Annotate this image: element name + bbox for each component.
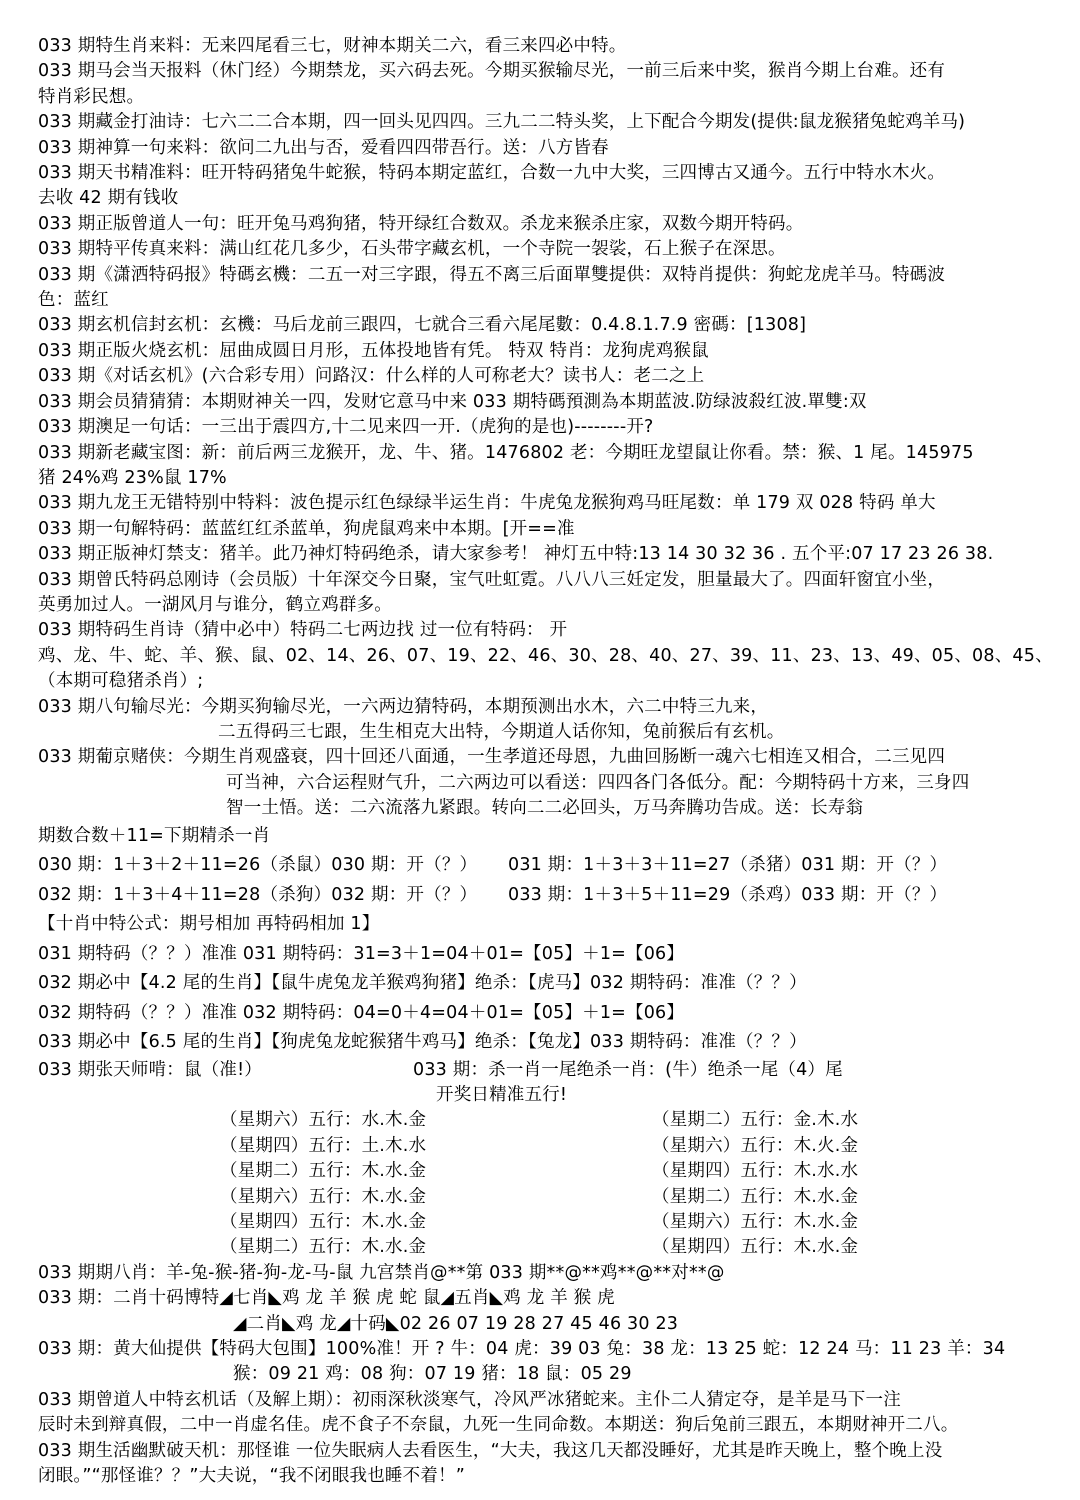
text-row: [38, 1058, 1062, 1083]
text-line: 色：蓝红: [38, 290, 109, 311]
text-line: 033 期正版火烧玄机：屈曲成圆日月形，五体投地皆有凭。 特双 特肖：龙狗虎鸡猴鼠: [38, 340, 709, 361]
wuxing-cell: （星期四）五行：木.水.金: [220, 1212, 427, 1233]
wuxing-row: [38, 1134, 1062, 1159]
text-line: 英勇加过人。一湖风月与谁分，鹤立鸡群多。: [38, 594, 392, 615]
text-line: 鸡、龙、牛、蛇、羊、猴、鼠、02、14、26、07、19、22、46、30、28、40、27、39、11、23、13、49、05、08、45、: [38, 645, 1053, 666]
text-line: ◢二肖◣鸡 龙◢十码◣02 26 07 19 28 27 45 46 30 23: [233, 1313, 679, 1334]
wuxing-row: [38, 1185, 1062, 1210]
wuxing-cell: （星期四）五行：木.水.水: [652, 1161, 859, 1182]
text-line: 033 期：二肖十码博特◢七肖◣鸡 龙 羊 猴 虎 蛇 鼠◢五肖◣鸡 龙 羊 猴 虎: [38, 1288, 615, 1309]
formula-cell: 033 期：1＋3＋5＋11=29（杀鸡）033 期：开（？）: [508, 884, 948, 905]
text-line: 033 期曾氏特码总刚诗（会员版）十年深交今日聚，宝气吐虹霓。八八八三妊定发，胆量最大了。四面轩窗宜小坐，: [38, 569, 946, 590]
text-line: 033 期正版曾道人一句：旺开兔马鸡狗猪，特开绿红合数双。杀龙来猴杀庄家，双数今期开特码。: [38, 213, 804, 234]
text-line: 可当神，六合运程财气升，二六两边可以看送：四四各门各低分。配：今期特码十方来，三身四: [226, 772, 970, 793]
wuxing-cell: （星期六）五行：木.水.金: [220, 1186, 427, 1207]
text-line: 猪 24%鸡 23%鼠 17%: [38, 467, 227, 488]
text-line: 033 期《潇洒特码报》特碼玄機：二五一对三字跟，得五不离三后面單雙提供：双特肖提供：狗蛇龙虎羊马。特碼波: [38, 264, 946, 285]
wuxing-title: 开奖日精准五行!: [436, 1085, 568, 1105]
text-line: 033 期天书精准料：旺开特码猪兔牛蛇猴，特码本期定蓝红，合数一九中大奖，三四博古又通今。五行中特水木火。: [38, 163, 946, 184]
text-line: 033 期葡京赌侠：今期生肖观盛衰，四十回还八面通，一生孝道还母恩，九曲回肠断一魂六七相连又相合，二三见四: [38, 747, 946, 768]
text-line: 033 期八句输尽光：今期买狗输尽光，一六两边猜特码，本期预测出水木，六二中特三九来，: [38, 696, 769, 717]
text-line: 033 期藏金打油诗：七六二二合本期，四一回头见四四。三九二二特头奖，上下配合今期发(提供:鼠龙猴猪兔蛇鸡羊马): [38, 112, 966, 133]
wuxing-cell: （星期六）五行：木.水.金: [652, 1212, 859, 1233]
text-line: 去收 42 期有钱收: [38, 188, 179, 209]
text-line: 辰时未到辩真假，二中一肖虚名佳。虎不食子不奈鼠，九死一生同命数。本期送：狗后兔前三跟五，本期财神开二八。: [38, 1415, 959, 1436]
text-line: 【十肖中特公式：期号相加 再特码相加 1】: [38, 914, 380, 935]
text-line: 033 期特码生肖诗（猜中必中）特码二七两边找 过一位有特码： 开: [38, 620, 568, 641]
text-cell: 033 期张天师啃：鼠（准!）: [38, 1059, 262, 1080]
text-line: 033 期特生肖来料：无来四尾看三七，财神本期关二六，看三来四必中特。: [38, 36, 627, 56]
wuxing-cell: （星期二）五行：木.水.金: [652, 1186, 859, 1207]
wuxing-row: [38, 1235, 1062, 1260]
wuxing-cell: （星期六）五行：水.木.金: [220, 1110, 427, 1131]
text-line: 033 期正版神灯禁支：猪羊。此乃神灯特码绝杀，请大家参考！ 神灯五中特:13 14 30 32 36 . 五个平:07 17 23 26 38.: [38, 544, 994, 565]
wuxing-cell: （星期二）五行：金.木.水: [652, 1110, 859, 1131]
text-line: 033 期必中【6.5 尾的生肖】【狗虎兔龙蛇猴猪牛鸡马】绝杀：【兔龙】033 期特码：准准（？？）: [38, 1032, 807, 1053]
text-line: 031 期特码（？？）准准 031 期特码：31=3＋1=04＋01=【05】＋1=【06】: [38, 943, 685, 964]
wuxing-row: [38, 1210, 1062, 1235]
wuxing-cell: （星期四）五行：土.木.水: [220, 1135, 427, 1156]
text-cell: 033 期：杀一肖一尾绝杀一肖：(牛）绝杀一尾（4）尾: [413, 1059, 843, 1080]
text-line: 032 期必中【4.2 尾的生肖】【鼠牛虎兔龙羊猴鸡狗猪】绝杀：【虎马】032 期特码：准准（？？）: [38, 973, 807, 994]
text-line: 二五得码三七跟，生生相克大出特，今期道人话你知，兔前猴后有玄机。: [218, 721, 785, 742]
wuxing-cell: （星期二）五行：木.水.金: [220, 1237, 427, 1258]
text-line: 033 期生活幽默破天机：那怪谁 一位失眠病人去看医生，“大夫，我这几天都没睡好，尤其是昨天晚上，整个晚上没: [38, 1440, 943, 1461]
wuxing-cell: （星期四）五行：木.水.金: [652, 1237, 859, 1258]
text-line: 033 期《对话玄机》(六合彩专用）问路汉：什么样的人可称老大？读书人：老二之上: [38, 366, 705, 387]
formula-row: [38, 851, 1062, 881]
formula-cell: 031 期：1＋3＋3＋11=27（杀猪）031 期：开（？）: [508, 855, 948, 876]
text-line: 033 期马会当天报料（休门经）今期禁龙，买六码去死。今期买猴输尽光，一前三后来中奖，猴肖今期上台难。还有: [38, 61, 946, 82]
document-page: [38, 34, 1062, 1490]
text-line: 033 期一句解特码：蓝蓝红红杀蓝单，狗虎鼠鸡来中本期。[开==准: [38, 518, 575, 539]
text-line: 期数合数＋11=下期精杀一肖: [38, 825, 271, 846]
formula-cell: 030 期：1＋3＋2＋11=26（杀鼠）030 期：开（？）: [38, 855, 478, 876]
text-line: 033 期玄机信封玄机：玄機：马后龙前三跟四，七就合三看六尾尾數：0.4.8.1.7.9 密碼：[1308]: [38, 315, 807, 336]
wuxing-cell: （星期二）五行：木.水.金: [220, 1161, 427, 1182]
wuxing-row: [38, 1108, 1062, 1133]
text-line: 033 期神算一句来料：欲问二九出与否，爱看四四带吾行。送：八方皆春: [38, 137, 609, 158]
text-line: 闭眼。”“那怪谁？？”大夫说，“我不闭眼我也睡不着！”: [38, 1466, 465, 1487]
formula-row: [38, 881, 1062, 911]
text-line: （本期可稳猪杀肖）;: [38, 671, 204, 692]
text-line: 033 期曾道人中特玄机话（及解上期）：初雨深秋淡寒气，冷风严冰猪蛇来。主仆二人猜定夺，是羊是马下一注: [38, 1389, 901, 1410]
wuxing-cell: （星期六）五行：木.火.金: [652, 1135, 859, 1156]
text-line: 033 期：黄大仙提供【特码大包围】100%准！开 ? 牛：04 虎：39 03 兔：38 龙：13 25 蛇：12 24 马：11 23 羊：34: [38, 1339, 1006, 1360]
text-line: 智一土悟。送：二六流落九紧跟。转向二二必回头，万马奔腾功告成。送：长寿翁: [226, 798, 864, 819]
text-line: 032 期特码（？？）准准 032 期特码：04=0＋4=04＋01=【05】＋1=【06】: [38, 1002, 685, 1023]
text-line: 033 期特平传真来料：满山红花几多少，石头带字藏玄机，一个寺院一袈裟，石上猴子在深思。: [38, 239, 786, 260]
text-line: 033 期九龙王无错特别中特料：波色提示红色绿绿半运生肖：牛虎兔龙猴狗鸡马旺尾数：单 179 双 028 特码 单大: [38, 493, 936, 514]
text-line: 特肖彩民想。: [38, 86, 145, 107]
text-line: 033 期澳足一句话：一三出于震四方,十二见来四一开.（虎狗的是也)--------开?: [38, 417, 654, 438]
wuxing-row: [38, 1159, 1062, 1184]
text-line: 猴：09 21 鸡：08 狗：07 19 猪：18 鼠：05 29: [233, 1364, 632, 1385]
text-line: 033 期期八肖：羊-兔-猴-猪-狗-龙-马-鼠 九宫禁肖@**第 033 期**@**鸡**@**对**@: [38, 1262, 725, 1283]
text-line: 033 期会员猜猜猜：本期财神关一四，发财它意马中来 033 期特碼預測為本期蓝波.防绿波殺红波.單雙:双: [38, 391, 867, 412]
text-line: 033 期新老藏宝图：新：前后两三龙猴开，龙、牛、猪。1476802 老：今期旺龙望鼠让你看。禁：猴、1 尾。145975: [38, 442, 974, 463]
formula-cell: 032 期：1＋3＋4＋11=28（杀狗）032 期：开（？）: [38, 884, 478, 905]
